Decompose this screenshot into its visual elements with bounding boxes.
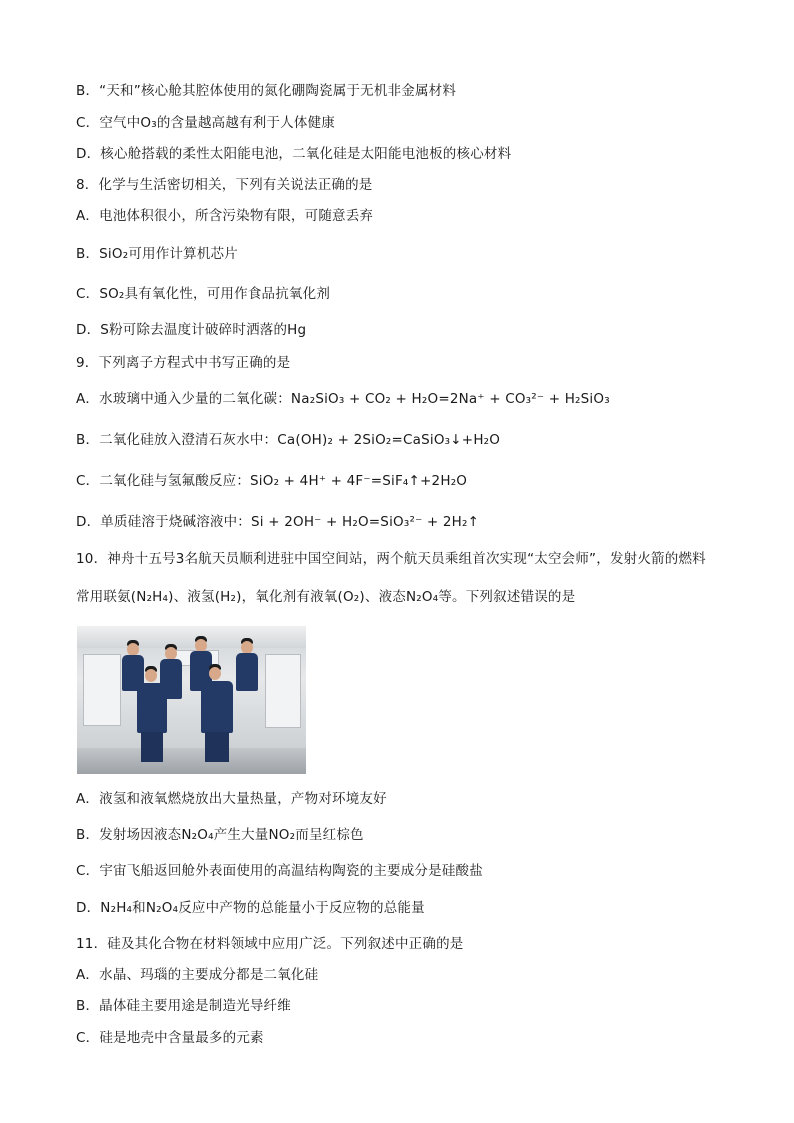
option-10d: D．N₂H₄和N₂O₄反应中产物的总能量小于反应物的总能量 (76, 900, 425, 916)
option-11a: A．水晶、玛瑙的主要成分都是二氧化硅 (76, 967, 319, 983)
question-10-line-1: 10．神舟十五号3名航天员顺利进驻中国空间站，两个航天员乘组首次实现“太空会师”，发射火箭的燃料 (76, 551, 706, 567)
option-10a: A．液氢和液氧燃烧放出大量热量，产物对环境友好 (76, 791, 387, 807)
option-7d: D．核心舱搭载的柔性太阳能电池，二氧化硅是太阳能电池板的核心材料 (76, 146, 512, 162)
option-9a: A．水玻璃中通入少量的二氧化碳：Na₂SiO₃ + CO₂ + H₂O=2Na⁺ + CO₃²⁻ + H₂SiO₃ (76, 391, 610, 407)
option-8c: C．SO₂具有氧化性，可用作食品抗氧化剂 (76, 286, 331, 302)
question-10-line-2: 常用联氨(N₂H₄)、液氢(H₂)，氧化剂有液氧(O₂)、液态N₂O₄等。下列叙述错误的是 (76, 589, 576, 605)
module-floor (77, 748, 306, 774)
option-8d: D．S粉可除去温度计破碎时洒落的Hg (76, 322, 307, 338)
option-11c: C．硅是地壳中含量最多的元素 (76, 1030, 264, 1046)
option-10b: B．发射场因液态N₂O₄产生大量NO₂而呈红棕色 (76, 827, 364, 843)
question-9: 9．下列离子方程式中书写正确的是 (76, 355, 291, 371)
option-9d: D．单质硅溶于烧碱溶液中：Si + 2OH⁻ + H₂O=SiO₃²⁻ + 2H₂↑ (76, 514, 480, 530)
astronauts-photo (77, 626, 306, 774)
question-11: 11．硅及其化合物在材料领域中应用广泛。下列叙述中正确的是 (76, 936, 464, 952)
option-9b: B．二氧化硅放入澄清石灰水中：Ca(OH)₂ + 2SiO₂=CaSiO₃↓+H₂O (76, 432, 501, 448)
option-7b: B．“天和”核心舱其腔体使用的氮化硼陶瓷属于无机非金属材料 (76, 83, 457, 99)
wall-panel-left (83, 654, 121, 726)
question-8: 8．化学与生活密切相关，下列有关说法正确的是 (76, 177, 373, 193)
option-9c: C．二氧化硅与氢氟酸反应：SiO₂ + 4H⁺ + 4F⁻=SiF₄↑+2H₂O (76, 473, 468, 489)
option-11b: B．晶体硅主要用途是制造光导纤维 (76, 998, 291, 1014)
wall-panel-right (265, 654, 301, 728)
option-8b: B．SiO₂可用作计算机芯片 (76, 246, 238, 262)
option-10c: C．宇宙飞船返回舱外表面使用的高温结构陶瓷的主要成分是硅酸盐 (76, 863, 483, 879)
option-8a: A．电池体积很小，所含污染物有限，可随意丢弃 (76, 208, 374, 224)
option-7c: C．空气中O₃的含量越高越有利于人体健康 (76, 115, 335, 131)
module-ceiling (77, 626, 306, 648)
